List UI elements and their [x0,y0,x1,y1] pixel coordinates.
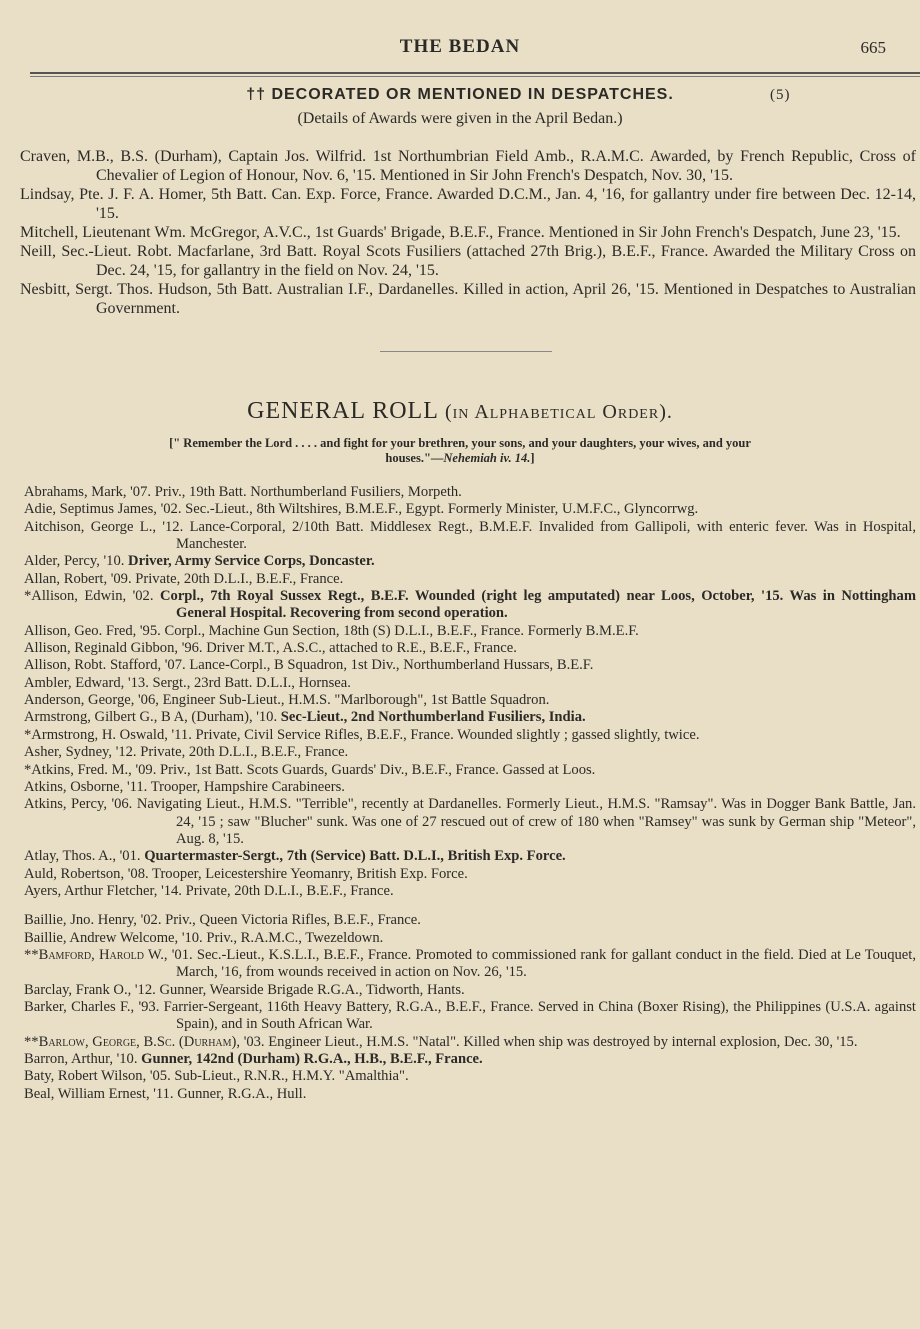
list-item [0,779,920,796]
entry-details: 1st Northumbrian Field Amb., R.A.M.C. Awarded, by French Republic, Cross of Chevalier of Legion of Honour, Nov. 6, '15. Mentioned in Sir John French's Despatch, Nov. 30, '15. [96,148,917,184]
list-item [0,727,920,744]
list-item [0,1051,920,1068]
entry-name: **Bamford, Harold W., '01. [24,946,193,963]
roll-heading [0,398,920,425]
list-item [0,623,920,640]
entry-details: Driver, Army Service Corps, Doncaster. [128,553,375,570]
entry-details: Gunner, Wearside Brigade R.G.A., Tidworth, Hants. [159,981,465,998]
list-item [0,999,920,1034]
page-number: 665 [860,38,886,57]
list-item [0,640,920,657]
entry-details: Gunner, 142nd (Durham) R.G.A., H.B., B.E.F., France. [141,1051,483,1067]
entry-details: Sec.-Lieut., 8th Wiltshires, B.M.E.F., Egypt. Formerly Minister, U.M.F.C., Glyncorrwg. [185,501,699,518]
entry-name: Baillie, Andrew Welcome, '10. [24,929,203,946]
list-item [0,675,920,692]
entry-details: Gunner, R.G.A., Hull. [177,1085,307,1102]
entry-name: Ayers, Arthur Fletcher, '14. [24,882,182,899]
entry-name: Alder, Percy, '10. [24,553,125,570]
list-item [0,883,920,900]
section-divider [380,351,552,352]
entry-name: Adie, Septimus James, '02. [24,501,182,518]
decorated-heading-text: †† DECORATED OR MENTIONED IN DESPATCHES. [246,86,674,103]
scripture-quote [140,436,780,466]
entry-details: Private, 20th D.L.I., B.E.F., France. [185,882,394,899]
entry-name: Craven, M.B., B.S. (Durham), Captain Jos. Wilfrid. [20,148,367,165]
entry-name: Aitchison, George L., '12. [24,518,184,535]
entry-name: Baty, Robert Wilson, '05. [24,1068,171,1085]
list-item [0,588,920,623]
entry-name: Baillie, Jno. Henry, '02. [24,912,162,929]
entry-details: Sergt., 23rd Batt. D.L.I., Hornsea. [152,674,351,691]
roll-heading-text: GENERAL ROLL [247,398,438,424]
roll-heading-sub: (in Alphabetical Order). [444,401,673,423]
entry-details: Priv., Queen Victoria Rifles, B.E.F., France. [165,912,421,929]
list-item [0,796,920,848]
header-rule [30,72,920,74]
decorated-heading [0,86,920,104]
decorated-subheading: (Details of Awards were given in the April Bedan.) [297,110,623,127]
list-item [0,185,920,223]
entry-details: Priv., R.A.M.C., Twezeldown. [206,929,384,946]
entry-name: Nesbitt, Sergt. Thos. Hudson, [20,281,212,298]
entry-details: Private, Civil Service Rifles, B.E.F., France. Wounded slightly ; gassed slightly, twice. [195,726,700,743]
entry-name: Asher, Sydney, '12. [24,744,137,761]
entry-details: Corpl., Machine Gun Section, 18th (S) D.L.I., B.E.F., France. Formerly B.M.E.F. [164,622,639,639]
list-item [0,147,920,185]
header-rule-thin [30,76,920,77]
entry-details: Lance-Corpl., B Squadron, 1st Div., Northumberland Hussars, B.E.F. [189,657,594,674]
list-item [0,930,920,947]
list-item [0,947,920,982]
entry-name: Auld, Robertson, '08. [24,865,149,882]
entry-name: Atkins, Osborne, '11. [24,778,148,795]
entry-details: Sub-Lieut., R.N.R., H.M.Y. "Amalthia". [174,1068,409,1085]
entry-name: Barron, Arthur, '10. [24,1051,138,1067]
entry-name: Abrahams, Mark, '07. [24,484,152,500]
entry-name: Allison, Reginald Gibbon, '96. [24,640,203,657]
decorated-list [0,147,920,318]
list-item [0,519,920,554]
entry-name: Anderson, George, '06, [24,692,159,709]
entry-details: 5th Batt. Australian I.F., Dardanelles. Killed in action, April 26, '15. Mentioned in Despatches to Australian Government. [96,281,917,317]
entry-details: Driver M.T., A.S.C., attached to R.E., B.E.F., France. [206,640,517,657]
part-number: (5) [770,87,791,103]
entry-details: Engineer Lieut., H.M.S. "Natal". Killed when ship was destroyed by internal explosion, Dec. 30, '15. [268,1033,858,1050]
list-item [0,848,920,865]
entry-name: Allison, Robt. Stafford, '07. [24,657,186,674]
entry-name: Barker, Charles F., '93. [24,998,160,1015]
entry-name: Beal, William Ernest, '11. [24,1085,174,1102]
entry-name: Neill, Sec.-Lieut. Robt. Macfarlane, [20,243,255,260]
list-item [0,709,920,726]
entry-details: Private, 20th D.L.I., B.E.F., France. [140,744,349,761]
entry-name: *Allison, Edwin, '02. [24,588,154,605]
entry-details: Engineer Sub-Lieut., H.M.S. "Marlborough", 1st Battle Squadron. [162,692,550,709]
entry-name: Ambler, Edward, '13. [24,674,149,691]
list-item [0,553,920,570]
entry-details: Priv., 19th Batt. Northumberland Fusiliers, Morpeth. [154,484,462,500]
list-item [0,982,920,999]
entry-name: *Atkins, Fred. M., '09. [24,761,157,778]
entry-name: Allan, Robert, '09. [24,570,132,587]
entry-details: 1st Guards' Brigade, B.E.F., France. Mentioned in Sir John French's Despatch, June 23, '15. [314,224,901,241]
list-item [0,1034,920,1051]
entry-name: Atkins, Percy, '06. [24,796,133,813]
entry-name: **Barlow, George, B.Sc. (Durham), '03. [24,1033,265,1050]
entry-details: Priv., 1st Batt. Scots Guards, Guards' Div., B.E.F., France. Gassed at Loos. [160,761,596,778]
entry-details: Corpl., 7th Royal Sussex Regt., B.E.F. Wounded (right leg amputated) near Loos, October, '15. Was in Nottingham General Hospital. Recovering from second operation. [159,588,917,622]
list-item [0,1086,920,1103]
entry-name: Lindsay, Pte. J. F. A. Homer, [20,186,207,203]
list-item [0,657,920,674]
entry-name: *Armstrong, H. Oswald, '11. [24,726,192,743]
entry-details: Sec.-Lieut., K.S.L.I., B.E.F., France. Promoted to commissioned rank for gallant conduct in the field. Died at Le Touquet, March, '16, from wounds received in action on Nov. 26, '15. [176,946,916,981]
entry-name: Mitchell, Lieutenant Wm. McGregor, A.V.C., [20,224,311,241]
list-item [0,571,920,588]
entry-details: Quartermaster-Sergt., 7th (Service) Batt. D.L.I., British Exp. Force. [144,848,566,865]
entry-details: 5th Batt. Can. Exp. Force, France. Awarded D.C.M., Jan. 4, '16, for gallantry under fire between Dec. 12-14, '15. [96,186,916,222]
entry-details: Trooper, Hampshire Carabineers. [150,778,345,795]
quote-reference: Nehemiah iv. 14. [443,451,531,465]
list-item [0,484,920,501]
entry-name: Armstrong, Gilbert G., B A, (Durham), '10. [24,709,278,726]
entry-name: Allison, Geo. Fred, '95. [24,622,161,639]
entry-details: Navigating Lieut., H.M.S. "Terrible", recently at Dardanelles. Formerly Lieut., H.M.S. "Ramsay". Was in Dogger Bank Battle, Jan. 24, '15 ; saw "Blucher" sunk. Was one of 27 rescued out of crew of 180 when "Ramsey" was sunk by German ship "Meteor", Aug. 8, '15. [136,796,916,847]
list-item [0,866,920,883]
entry-details: Lance-Corporal, 2/10th Batt. Middlesex Regt., B.M.E.F. Invalided from Gallipoli, with enteric fever. Was in Hospital, Manchester. [176,518,916,553]
list-item [0,912,920,929]
quote-text: [" Remember the Lord . . . . and fight for your brethren, your sons, and your daughters, your wives, and your houses."— [169,436,751,465]
running-head [0,34,920,60]
journal-title: THE BEDAN [399,36,521,57]
list-item [0,280,920,318]
entry-details: 3rd Batt. Royal Scots Fusiliers (attached 27th Brig.), B.E.F., France. Awarded the Military Cross on Dec. 24, '15, for gallantry in the field on Nov. 24, '15. [96,243,917,279]
quote-end: ] [530,451,535,465]
entry-details: Farrier-Sergeant, 116th Heavy Battery, R.G.A., B.E.F., France. Served in China (Boxer Rising), the Philippines (U.S.A. against Spain), and in South African War. [163,998,916,1033]
list-item [0,762,920,779]
entry-name: Barclay, Frank O., '12. [24,981,156,998]
entry-details: Private, 20th D.L.I., B.E.F., France. [135,570,344,587]
list-item [0,1068,920,1085]
general-roll-list [0,484,920,1103]
entry-details: Trooper, Leicestershire Yeomanry, British Exp. Force. [152,865,468,882]
letter-gap [0,900,920,912]
list-item [0,242,920,280]
list-item [0,744,920,761]
entry-details: Sec-Lieut., 2nd Northumberland Fusiliers, India. [280,709,586,726]
list-item [0,692,920,709]
list-item [0,223,920,242]
entry-name: Atlay, Thos. A., '01. [24,848,141,865]
list-item [0,501,920,518]
